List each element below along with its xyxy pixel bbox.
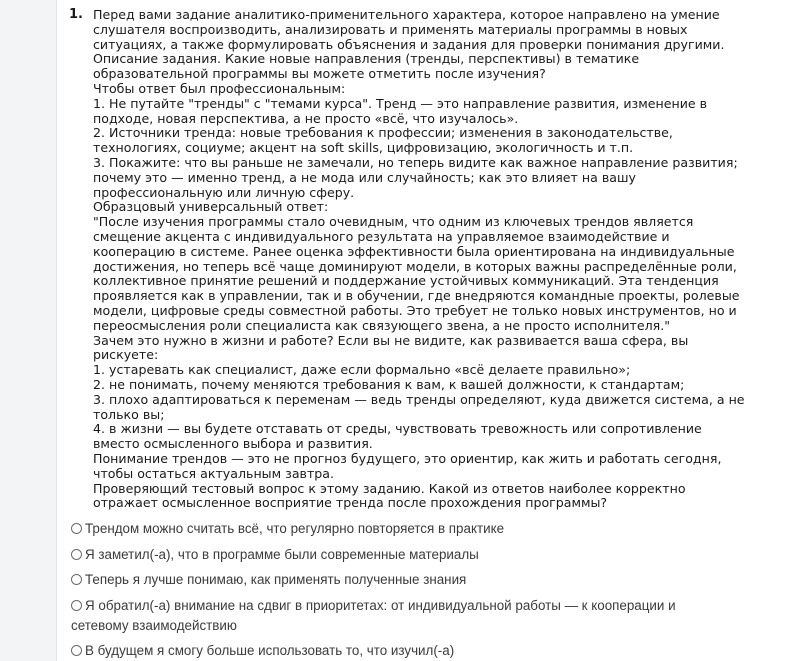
answer-option-label xyxy=(85,519,504,539)
question-line: переосмысления роли специалиста как связующего звена, а не просто исполнителя." xyxy=(93,317,671,333)
question-line: подходе, новая перспектива, а не просто «всё, что изучалось». xyxy=(93,110,519,126)
question-line: достижения, но теперь всё чаще доминируют модели, в которых важны распределённые роли, xyxy=(93,258,737,274)
question-line: слушателя воспроизводить, анализировать и применять материалы программы в новых xyxy=(93,21,688,37)
answer-option-line: В будущем я смогу больше использовать то, что изучил(-а) xyxy=(85,643,455,658)
question-line: Зачем это нужно в жизни и работе? Если вы не видите, как развивается ваша сфера, вы xyxy=(93,332,689,348)
answer-option-4[interactable] xyxy=(71,596,676,636)
answer-option-label xyxy=(71,596,676,636)
question-card xyxy=(56,0,788,661)
question-line: технологиях, социуме; акцент на soft skills, цифровизацию, экологичность и т.п. xyxy=(93,140,634,156)
question-number: 1. xyxy=(69,7,83,22)
answer-option-line: Теперь я лучше понимаю, как применять полученные знания xyxy=(85,572,467,587)
answer-option-line: Я заметил(-а), что в программе были современные материалы xyxy=(85,547,479,562)
radio-button[interactable] xyxy=(71,523,82,534)
answer-option-label xyxy=(85,570,466,590)
answer-option-2[interactable] xyxy=(71,545,479,565)
answer-option-5[interactable] xyxy=(71,641,454,661)
question-line: 2. Источники тренда: новые требования к профессии; изменения в законодательстве, xyxy=(93,125,673,141)
answer-option-line: Трендом можно считать всё, что регулярно повторяется в практике xyxy=(85,521,505,536)
question-line: 3. плохо адаптироваться к переменам — ведь тренды определяют, куда движется система, а не xyxy=(93,391,745,407)
answer-option-line: Я обратил(-а) внимание на сдвиг в приоритетах: от индивидуальной работы — к кооперации и xyxy=(85,598,676,613)
radio-button[interactable] xyxy=(71,645,82,656)
question-line: образовательной программы вы можете отметить после изучения? xyxy=(93,66,546,82)
question-line: проявляется как в управлении, так и в обучении, где внедряются командные проекты, ролевые xyxy=(93,288,740,304)
question-text xyxy=(93,8,783,511)
radio-button[interactable] xyxy=(71,549,82,560)
question-line: Перед вами задание аналитико-применительного характера, которое направлено на умение xyxy=(93,7,720,22)
answer-option-label xyxy=(85,641,454,661)
question-line: Описание задания. Какие новые направления (тренды, перспективы) в тематике xyxy=(93,51,640,67)
question-line: отражает осмысленное восприятие тренда после прохождения программы? xyxy=(93,495,608,511)
answer-option-3[interactable] xyxy=(71,570,466,590)
question-line: чтобы остаться актуальным завтра. xyxy=(93,465,335,481)
question-line: смещение акцента с индивидуального результата на управляемое взаимодействие и xyxy=(93,228,670,244)
radio-button[interactable] xyxy=(71,574,82,585)
question-line: профессиональную или личную сферу. xyxy=(93,184,355,200)
question-line: 3. Покажите: что вы раньше не замечали, но теперь видите как важное направление развития; xyxy=(93,154,738,170)
question-line: коллективное принятие решений и поддержание устойчивых коммуникаций. Эта тенденция xyxy=(93,273,719,289)
question-line: ситуациях, а также формулировать объяснения и задания для проверки понимания другими. xyxy=(93,36,725,52)
question-line: 1. устаревать как специалист, даже если формально «всё делаете правильно»; xyxy=(93,362,631,378)
question-line: Чтобы ответ был профессиональным: xyxy=(93,80,346,96)
question-line: Понимание трендов — это не прогноз будущего, это ориентир, как жить и работать сегодня, xyxy=(93,450,722,466)
answer-option-label xyxy=(85,545,479,565)
question-line: "После изучения программы стало очевидным, что одним из ключевых трендов является xyxy=(93,214,694,230)
question-line: вместо осмысленного выбора и развития. xyxy=(93,436,373,452)
question-line: 1. Не путайте "тренды" с "темами курса". Тренд — это направление развития, изменение в xyxy=(93,95,708,111)
question-line: кооперацию в системе. Ранее оценка эффективности была ориентирована на индивидуальные xyxy=(93,243,735,259)
question-line: модели, цифровые среды совместной работы. Это требует не только новых инструментов, но и xyxy=(93,302,737,318)
question-line: 4. в жизни — вы будете отставать от среды, чувствовать тревожность или сопротивление xyxy=(93,421,702,437)
radio-button[interactable] xyxy=(71,600,82,611)
answer-option-1[interactable] xyxy=(71,519,504,539)
question-line: рискуете: xyxy=(93,347,159,363)
question-line: только вы; xyxy=(93,406,165,422)
question-line: Образцовый универсальный ответ: xyxy=(93,199,329,215)
question-line: 2. не понимать, почему меняются требования к вам, к вашей должности, к стандартам; xyxy=(93,376,685,392)
question-line: почему это — именно тренд, а не мода или случайность; как это влияет на вашу xyxy=(93,169,636,185)
question-line: Проверяющий тестовый вопрос к этому заданию. Какой из ответов наиболее корректно xyxy=(93,480,686,496)
answer-option-line: сетевому взаимодействию xyxy=(71,618,237,633)
